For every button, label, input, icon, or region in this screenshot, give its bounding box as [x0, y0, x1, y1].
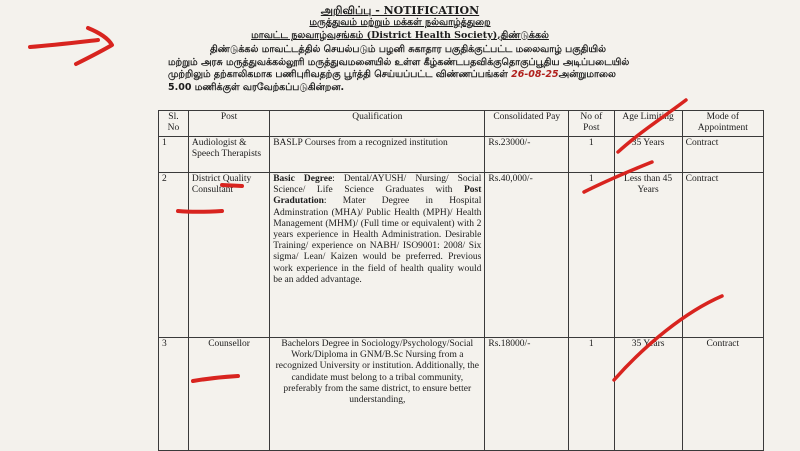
- cell-post: District Quality Consultant: [188, 173, 269, 338]
- cell-post: Audiologist & Speech Therapists: [188, 137, 269, 173]
- cell-sl: 3: [159, 338, 189, 451]
- header-qualification: Qualification: [270, 111, 485, 137]
- arrow-annotation: [30, 28, 112, 64]
- cell-age: 35 Years: [614, 137, 682, 173]
- cell-post: Counsellor: [188, 338, 269, 451]
- cell-no-of-post: 1: [569, 173, 614, 338]
- paragraph-line-3-end: அன்றுமாலை: [558, 69, 616, 80]
- basic-degree-text: : Dental/AYUSH/ Nursing/ Social Science/ Life Science Graduates with: [273, 174, 482, 196]
- paragraph-line-1: திண்டுக்கல் மாவட்டத்தில் செயல்படும் பழனி சுகாதார பகுதிக்குட்பட்ட மலைவாழ் பகுதியில்: [210, 44, 607, 55]
- underline-mark-audiologist: [222, 185, 242, 186]
- cell-no-of-post: 1: [569, 338, 614, 451]
- slash-mark-row-1: [618, 100, 686, 152]
- handwritten-deadline: 26-08-25: [511, 69, 559, 80]
- notification-title: அறிவிப்பு - NOTIFICATION: [320, 4, 480, 17]
- post-graduation-label: Post Gradutation: [273, 185, 482, 207]
- slash-mark-row-3: [614, 296, 722, 380]
- header-post: Post: [188, 111, 269, 137]
- cell-qualification: Bachelors Degree in Sociology/Psychology/Social Work/Diploma in GNM/B.Sc Nursing from a recognized University or institution. Additionally, the candidate must belong to a tribal community, preferably from the same district, to ensure better understanding,: [270, 338, 485, 451]
- cell-sl: 1: [159, 137, 189, 173]
- underline-mark-consultant: [178, 211, 222, 212]
- cell-pay: Rs.18000/-: [485, 338, 569, 451]
- paragraph-line-4: 5.00 மணிக்குள் வரவேற்கப்படுகின்றன.: [168, 81, 345, 93]
- basic-degree-label: Basic Degree: [273, 174, 333, 184]
- slash-mark-row-2: [584, 162, 652, 192]
- cell-sl: 2: [159, 173, 189, 338]
- header-mode: Mode of Appointment: [682, 111, 763, 137]
- underline-mark-counsellor: [193, 376, 238, 381]
- header-pay: Consolidated Pay: [485, 111, 569, 137]
- cell-age: Less than 45 Years: [614, 173, 682, 338]
- cell-mode: Contract: [682, 338, 763, 451]
- cell-mode: Contract: [682, 173, 763, 338]
- cell-age: 35 Years: [614, 338, 682, 451]
- header-sl-no: Sl. No: [159, 111, 189, 137]
- cell-pay: Rs.23000/-: [485, 137, 569, 173]
- header-age: Age Limiting: [614, 111, 682, 137]
- cell-no-of-post: 1: [569, 137, 614, 173]
- header-no-of-post: No of Post: [569, 111, 614, 137]
- cell-mode: Contract: [682, 137, 763, 173]
- cell-pay: Rs.40,000/-: [485, 173, 569, 338]
- paragraph-line-3-text: முற்றிலும் தற்காலிகமாக பணிபுரிவதற்கு பூர்த்தி செய்யப்பட்ட விண்ணப்பங்கள்: [168, 69, 508, 80]
- department-name: மருத்துவம் மற்றும் மக்கள் நல்வாழ்த்துறை: [309, 17, 491, 28]
- paragraph-line-2: மற்றும் அரசு மருத்துவக்கல்லூரி மருத்துவமனையில் உள்ள கீழ்கண்டபதவிக்குதொகுப்பூதிய அடிப்படையில்: [168, 56, 630, 68]
- post-graduation-text: : Mater Degree in Hospital Adminstration (MHA)/ Public Health (MPH)/ Health Management (MHM)/ (Full time or equivalent) with 2 years experience in Health Administration. Desirable Training/ experience on NABH/ ISO9001: 2008/ Six sigma/ Lean/ Kaizen would be preferred. Previous work experience in the field of health quality would be an added advantage.: [273, 196, 482, 285]
- society-name: மாவட்ட நலவாழ்வுசங்கம் (District Health Society),திண்டுக்கல்: [251, 30, 549, 41]
- cell-qualification: BASLP Courses from a recognized institution: [270, 137, 485, 173]
